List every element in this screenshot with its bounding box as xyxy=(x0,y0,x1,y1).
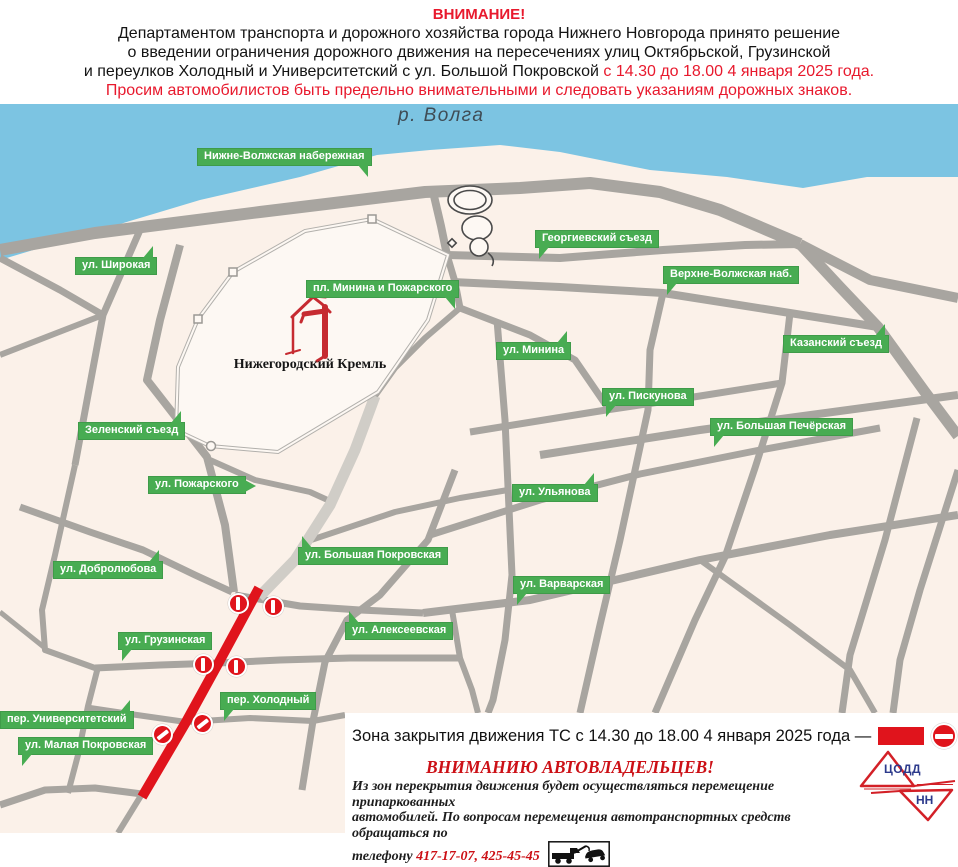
street-label: ул. Пожарского xyxy=(148,476,246,494)
owners-notice-title: ВНИМАНИЮ АВТОВЛАДЕЛЬЦЕВ! xyxy=(426,757,714,777)
legend-zone-row xyxy=(352,723,957,749)
header-line-2: Департаментом транспорта и дорожного хозяйства города Нижнего Новгорода принято решение xyxy=(117,25,841,42)
header xyxy=(0,0,958,104)
label-pointer xyxy=(875,324,885,336)
codd-nn-logo xyxy=(857,748,957,826)
street-label: ул. Варварская xyxy=(513,576,610,594)
label-pointer xyxy=(302,536,312,548)
label-pointer xyxy=(143,246,153,258)
label-pointer xyxy=(349,611,359,623)
street-label: ул. Добролюбова xyxy=(53,561,163,579)
label-pointer xyxy=(557,331,567,343)
street-label: ул. Грузинская xyxy=(118,632,212,650)
street-label: пер. Холодный xyxy=(220,692,316,710)
label-pointer xyxy=(714,435,724,447)
street-label: Казанский съезд xyxy=(783,335,889,353)
label-pointer xyxy=(539,247,549,259)
street-label: пл. Минина и Пожарского xyxy=(306,280,459,298)
label-pointer xyxy=(22,754,32,766)
label-pointer xyxy=(171,411,181,423)
attention-title: ВНИМАНИЕ! xyxy=(432,6,526,23)
notice-line-1: Из зон перекрытия движения будет осуществляться перемещение припаркованных xyxy=(352,779,775,810)
label-pointer xyxy=(667,283,677,295)
tow-truck-icon xyxy=(548,841,610,867)
header-line-3: о введении ограничения дорожного движения на пересечениях улиц Октябрьской, Грузинской xyxy=(127,44,831,61)
label-pointer xyxy=(358,165,368,177)
notice-line-2: автомобилей. По вопросам перемещения автотранспортных средств обращаться по xyxy=(352,810,791,841)
street-label: пер. Университетский xyxy=(0,711,134,729)
label-pointer xyxy=(224,709,234,721)
street-label: ул. Большая Покровская xyxy=(298,547,448,565)
header-line-4-red: с 14.30 до 18.00 4 января 2025 года. xyxy=(598,63,875,80)
label-pointer xyxy=(245,480,256,492)
no-entry-sign xyxy=(263,596,284,617)
label-pointer xyxy=(122,649,132,661)
label-pointer xyxy=(149,550,159,562)
street-label: ул. Алексеевская xyxy=(345,622,453,640)
street-label: ул. Пискунова xyxy=(602,388,694,406)
label-pointer xyxy=(517,593,527,605)
street-label: ул. Минина xyxy=(496,342,571,360)
no-entry-sign xyxy=(931,723,957,749)
header-line-4 xyxy=(0,62,958,81)
no-entry-sign xyxy=(193,654,214,675)
no-entry-sign xyxy=(228,593,249,614)
header-line-4-black: и переулков Холодный и Университетский с ул. Большой Покровской xyxy=(83,63,599,80)
street-label: Нижне-Волжская набережная xyxy=(197,148,372,166)
street-label: Верхне-Волжская наб. xyxy=(663,266,799,284)
logo-text-bottom: НН xyxy=(916,793,934,807)
street-label: Зеленский съезд xyxy=(78,422,185,440)
label-pointer xyxy=(120,700,130,712)
kremlin-label: Нижегородский Кремль xyxy=(233,357,387,372)
header-line-5: Просим автомобилистов быть предельно внимательными и следовать указаниям дорожных знаков. xyxy=(105,82,853,99)
street-label: ул. Ульянова xyxy=(512,484,598,502)
no-entry-sign xyxy=(226,656,247,677)
logo-text-top: ЦОДД xyxy=(884,762,922,776)
street-label: Георгиевский съезд xyxy=(535,230,659,248)
legend-zone-text: Зона закрытия движения ТС с 14.30 до 18.00 4 января 2025 года — xyxy=(352,726,872,745)
notice-line-3-prefix: телефону xyxy=(352,849,417,864)
river-label: р. Волга xyxy=(398,105,485,126)
closure-line-swatch xyxy=(878,727,924,745)
phone-numbers: 417-17-07, 425-45-45 xyxy=(416,849,540,864)
label-pointer xyxy=(584,473,594,485)
street-label: ул. Большая Печёрская xyxy=(710,418,853,436)
owners-notice-body xyxy=(352,779,868,867)
logo-triangles-icon xyxy=(857,748,957,826)
label-pointer xyxy=(606,405,616,417)
street-label: ул. Широкая xyxy=(75,257,157,275)
street-label: ул. Малая Покровская xyxy=(18,737,153,755)
label-pointer xyxy=(445,297,455,309)
